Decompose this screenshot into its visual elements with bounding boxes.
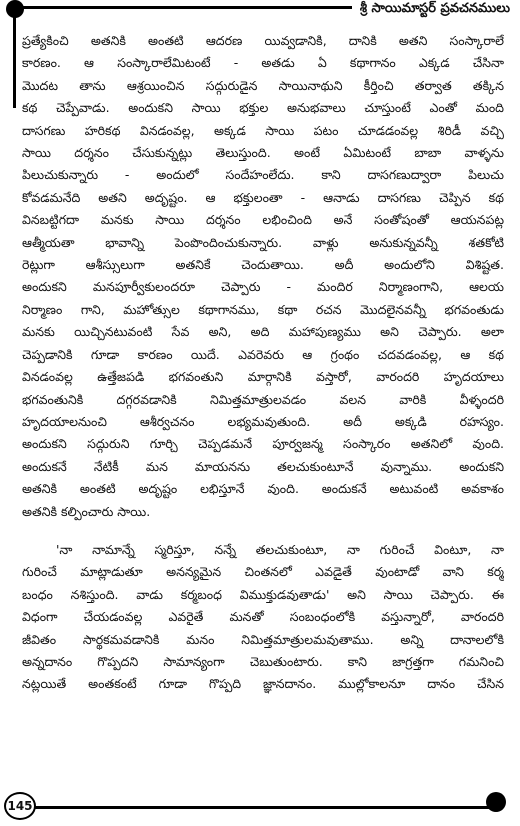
text-line: కోవడమనేది అతని అదృష్టం. ఆ భక్తులంతా - ఆనాడు దాసగణు చెప్పిన కథ [22, 189, 504, 205]
text-line-last: అతనికి కల్పించారు సాయి. [22, 503, 151, 519]
running-header-title: శ్రీ సాయిమాస్టర్ ప్రవచనములు [359, 1, 510, 16]
text-line: అందుకని మనపూర్వీకులందరూ చెప్పారు - మందిర నిర్మాణంగాని, ఆలయ [22, 279, 504, 295]
text-line: అతనికి అంతటి అదృష్టం లభిస్తూనే వుంది. అందుకనే అటువంటి అవకాశం [22, 481, 504, 497]
text-line: అందుకని సద్గురుని గూర్చి చెప్పడమనే పూర్వజన్మ సంస్కారం అతనిలో వుంది. [22, 436, 504, 452]
text-line: మొదట తాను ఆశ్రయించిన సద్గురుడైన సాయినాథుని కీర్తించి తర్వాత తక్కిన [22, 77, 504, 93]
margin-rule [13, 8, 16, 108]
text-line: రెట్లుగా ఆశీస్సులుగా అతనికే చెందుతాయి. అదీ అందులోని విశిష్టత. [22, 257, 504, 273]
text-line: బంధం నశిస్తుంది. వాడు కర్మబంధ విముక్తుడవుతాడు' అని సాయి చెప్పారు. ఈ [22, 586, 504, 602]
text-line: చెప్పడానికి గూడా కారణం యిదే. ఎవరెవరు ఆ గ్రంథం చదవడంవల్ల, ఆ కథ [22, 346, 504, 362]
text-line: 'నా నామాన్నే స్మరిస్తూ, నన్నే తలచుకుంటూ, నా గురించే వింటూ, నా [56, 541, 504, 557]
text-line: నట్లయితే అంతకంటే గూడా గొప్పది జ్ఞానదానం. ముల్లోకాలనూ దానం చేసిన [22, 676, 504, 692]
paragraph-1 [22, 30, 504, 523]
text-line: విధంగా చేయడంవల్ల ఎవరైతే మనతో సంబంధంలోకి వస్తున్నారో, వారందరి [22, 609, 504, 625]
text-line: భగవంతునికి దగ్గరవడానికి నిమిత్తమాత్రులవడం వలన వారికి వీళ్ళందరి [22, 391, 504, 407]
paragraph-2 [22, 539, 504, 696]
text-line: పిలుచుకున్నారు - అందులో సందేహంలేదు. కాని దాసగణుద్వారా పిలుచు [22, 167, 504, 183]
text-line: అందుకనే నేటికీ మన మాయనను తలచుకుంటూనే వున్నాము. అందుకని [22, 458, 504, 474]
paragraph-gap [22, 523, 504, 539]
text-line: కారణం. ఆ సంస్కారాలేమిటంటే - అతడు ఏ కథాగానం ఎక్కడ చేసినా [22, 55, 504, 71]
body-text [22, 30, 504, 696]
text-line: జీవితం సార్థకమవడానికి మనం నిమిత్తమాత్రులమవుతాము. అన్ని దానాలలోకి [22, 631, 504, 647]
footer-ornament-dot [486, 792, 506, 812]
text-line: ఆత్మీయతా భావాన్ని పెంపొందించుకున్నారు. వాళ్లు అనుకున్నవన్నీ శతకోటి [22, 234, 504, 250]
text-line: సాయి దర్శనం చేసుకున్నట్లు తెలుస్తుంది. అంటే ఏమిటంటే బాబా వాళ్ళను [22, 145, 504, 161]
footer-rule [26, 806, 492, 809]
header-rule [14, 6, 352, 9]
text-line: హృదయాలనుంచి ఆశీర్వచనం లభ్యమవుతుంది. అదీ అక్కడి రహస్యం. [22, 413, 504, 429]
page-number: 145 [4, 792, 36, 820]
text-line: వినబట్టిగదా మనకు సాయి దర్శనం లభించింది అనే సంతోషంతో ఆయనపట్ల [22, 212, 504, 228]
text-line: మనకు యిచ్చినటువంటి సేవ అని, అది మహాపుణ్యము అని చెప్పారు. అలా [22, 324, 504, 340]
text-line: కథ చెప్పేవాడు. అందుకని సాయి భక్తుల అనుభవాలు చూస్తుంటే ఎంతో మంది [22, 100, 504, 116]
text-line: వినడంవల్ల ఉత్తేజపడి భగవంతుని మార్గానికి వస్తారో, వారందరి హృదయాలు [22, 369, 504, 385]
text-line: దాసగణు హరికథ వినడంవల్ల, అక్కడ సాయి పటం చూడడంవల్ల శిరిడీ వచ్చి [22, 122, 504, 138]
text-line: నిర్మాణం గాని, మహోత్సుల కథాగానము, కథా రచన మొదలైనవన్నీ భగవంతుడు [22, 301, 504, 317]
text-line: ప్రత్యేకించి అతనికి అంతటి ఆదరణ యివ్వడానికి, దానికి అతని సంస్కారాలే [22, 33, 504, 48]
text-line: గురించే మాట్లాడుతూ అనన్యమైన చింతనలో ఎవడైతే వుంటాడో వాని కర్మ [22, 564, 504, 580]
text-line: అన్నదానం గొప్పదని సామాన్యంగా చెబుతుంటారు. కాని జాగ్రత్తగా గమనించి [22, 653, 504, 669]
